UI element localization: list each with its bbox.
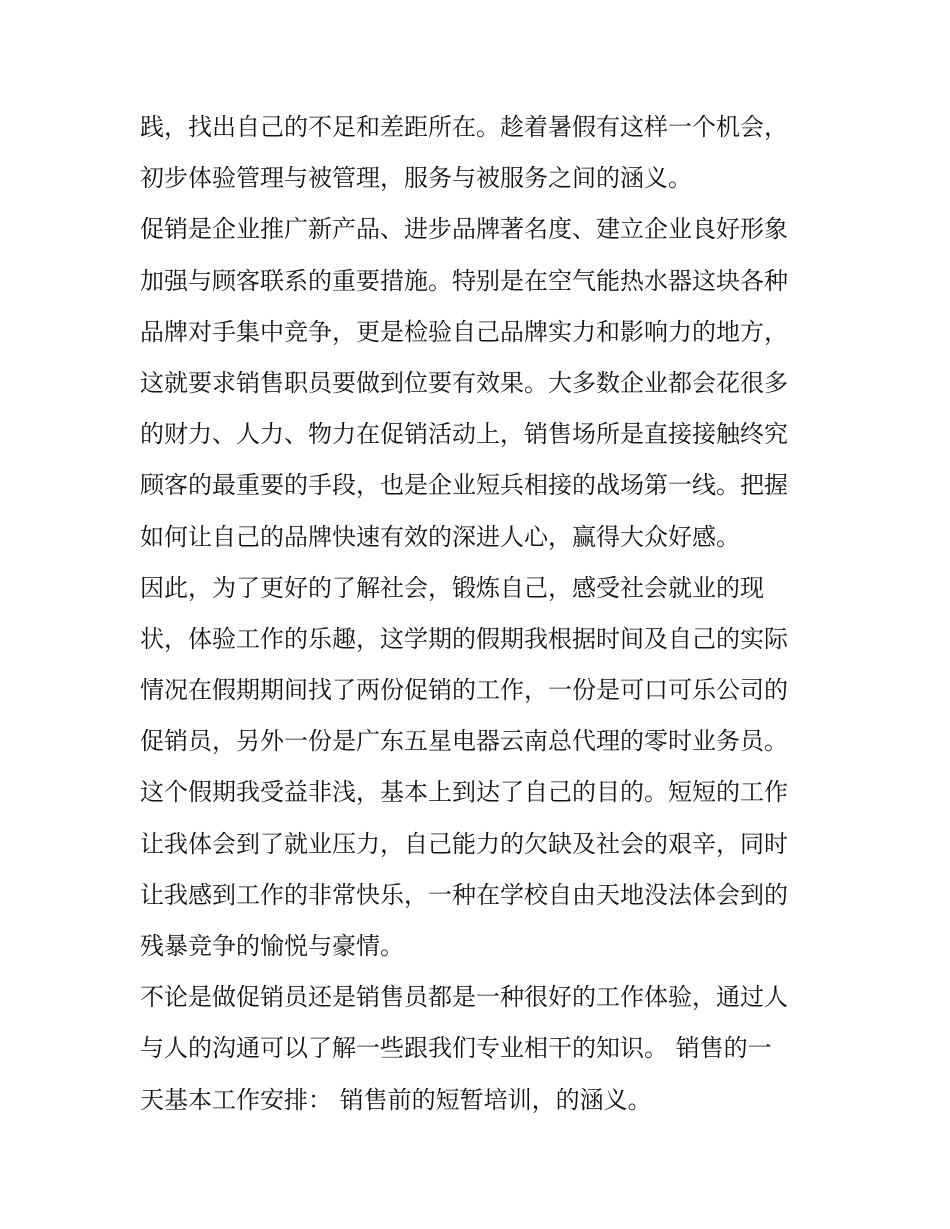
text-line: 品牌对手集中竞争，更是检验自己品牌实力和影响力的地方， bbox=[140, 317, 788, 346]
text-line: 促销是企业推广新产品、进步品牌著名度、建立企业良好形象 bbox=[140, 215, 788, 244]
text-line: 顾客的最重要的手段，也是企业短兵相接的战场第一线。把握 bbox=[140, 471, 788, 500]
text-line: 残暴竞争的愉悦与豪情。 bbox=[140, 932, 404, 960]
text-line: 让我感到工作的非常快乐，一种在学校自由天地没法体会到的 bbox=[140, 880, 788, 909]
text-line: 加强与顾客联系的重要措施。特别是在空气能热水器这块各种 bbox=[140, 266, 788, 295]
text-line: 让我体会到了就业压力，自己能力的欠缺及社会的艰辛，同时 bbox=[140, 829, 788, 858]
text-line: 促销员，另外一份是广东五星电器云南总代理的零时业务员。 bbox=[140, 727, 788, 756]
text-line: 与人的沟通可以了解一些跟我们专业相干的知识。 销售的一 bbox=[140, 1034, 772, 1063]
text-line: 初步体验管理与被管理，服务与被服务之间的涵义。 bbox=[140, 164, 692, 193]
text-line: 情况在假期期间找了两份促销的工作，一份是可口可乐公司的 bbox=[140, 676, 788, 705]
text-line: 不论是做促销员还是销售员都是一种很好的工作体验，通过人 bbox=[140, 983, 788, 1012]
text-line: 天基本工作安排： 销售前的短暂培训，的涵义。 bbox=[140, 1085, 652, 1114]
text-line: 这个假期我受益非浅，基本上到达了自己的目的。短短的工作 bbox=[140, 778, 788, 807]
text-line: 状，体验工作的乐趣，这学期的假期我根据时间及自己的实际 bbox=[140, 624, 788, 653]
body-text bbox=[140, 102, 820, 1126]
text-line: 的财力、人力、物力在促销活动上，销售场所是直接接触终究 bbox=[140, 420, 788, 449]
text-line: 因此，为了更好的了解社会，锻炼自己，感受社会就业的现 bbox=[140, 573, 764, 602]
text-line: 践，找出自己的不足和差距所在。趁着暑假有这样一个机会， bbox=[140, 113, 788, 141]
text-line: 这就要求销售职员要做到位要有效果。大多数企业都会花很多 bbox=[140, 368, 788, 397]
text-line: 如何让自己的品牌快速有效的深进人心，赢得大众好感。 bbox=[140, 522, 740, 551]
